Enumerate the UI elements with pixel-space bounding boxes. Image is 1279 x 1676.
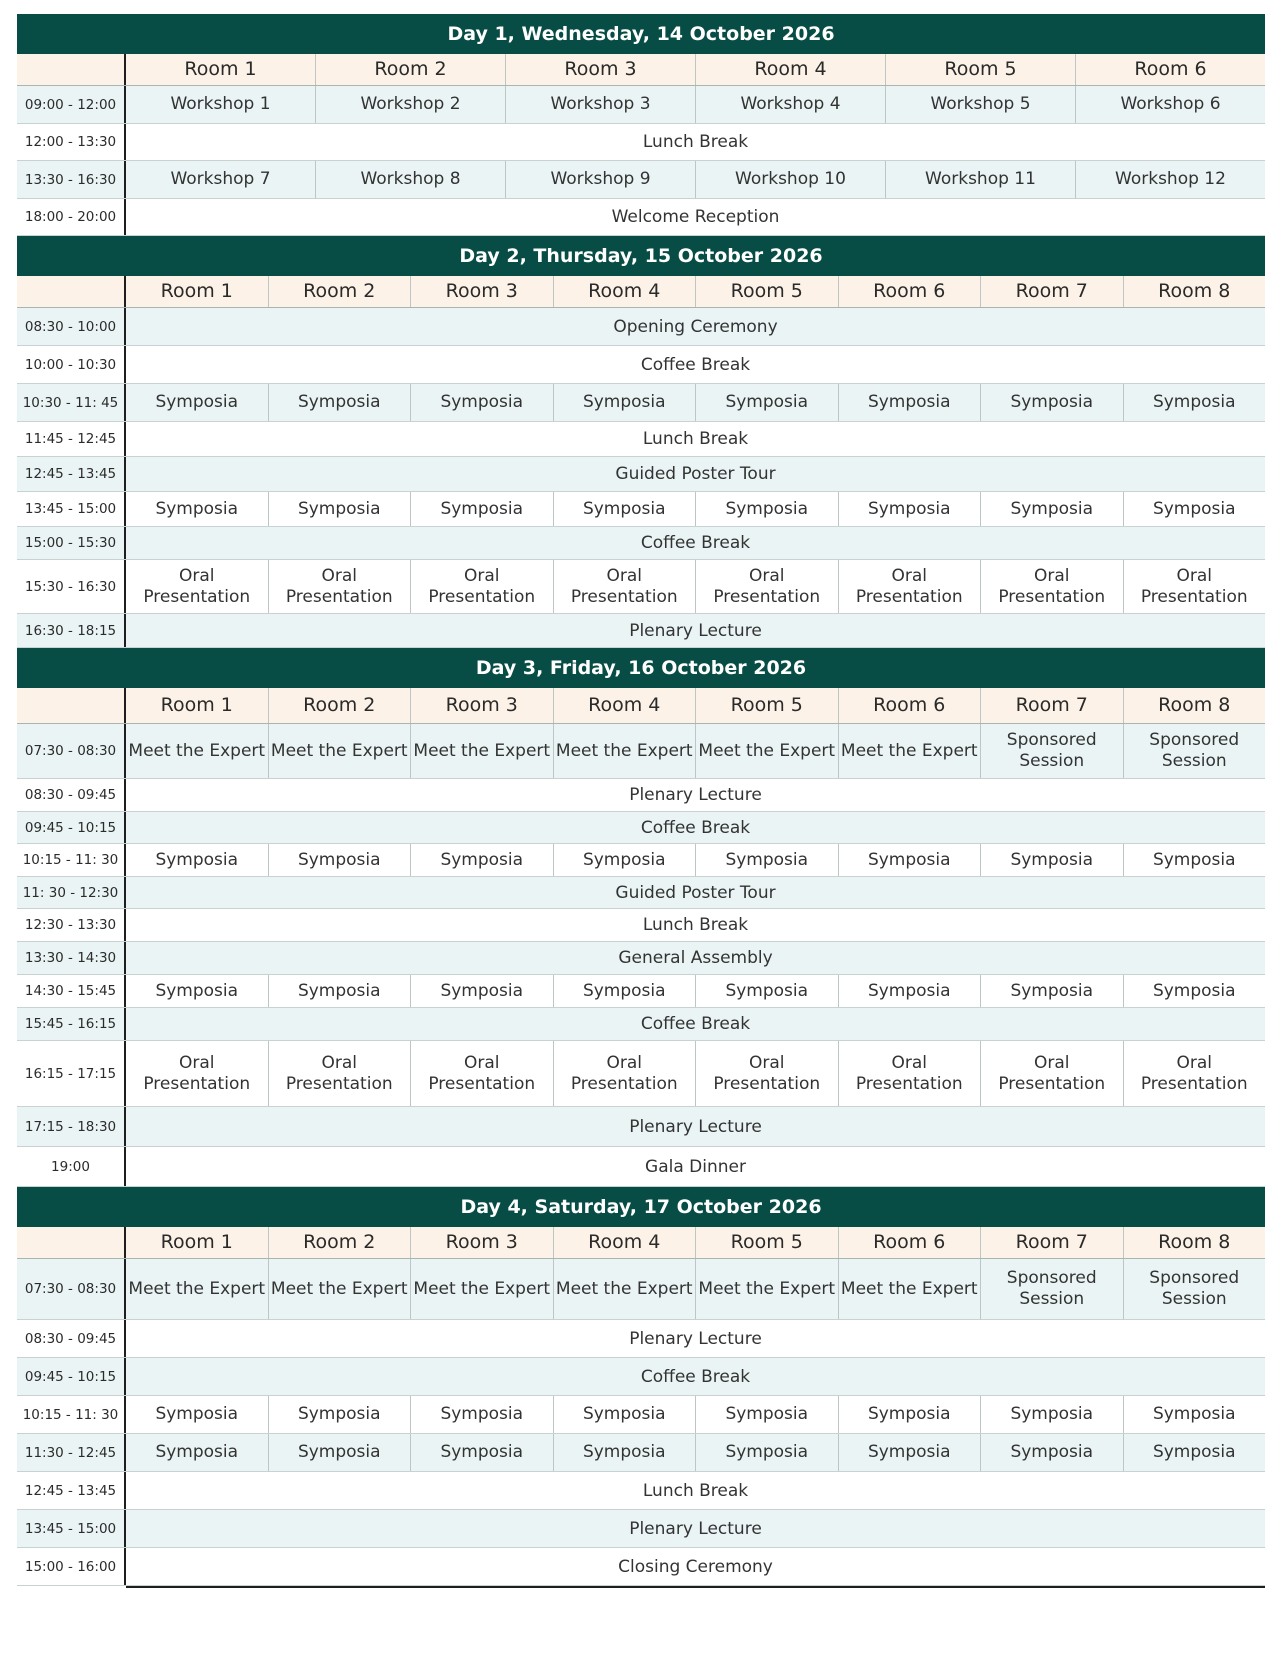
schedule-row xyxy=(17,844,1265,877)
session-cell: Symposia xyxy=(269,1434,412,1471)
plenary-event: Plenary Lecture xyxy=(629,1116,762,1137)
room-label: Room 1 xyxy=(126,1227,269,1258)
schedule-row xyxy=(17,308,1265,346)
time-slot: 09:45 - 10:15 xyxy=(17,1358,126,1395)
time-slot: 10:15 - 11: 30 xyxy=(17,844,126,876)
session-cell: Oral Presentation xyxy=(696,1041,839,1106)
schedule-row xyxy=(17,1396,1265,1434)
time-slot: 16:15 - 17:15 xyxy=(17,1041,126,1106)
session-cells xyxy=(126,844,1265,876)
session-cell: Symposia xyxy=(269,384,412,421)
session-cell: Symposia xyxy=(981,492,1124,526)
schedule-row xyxy=(17,199,1265,236)
session-cell: Oral Presentation xyxy=(126,560,269,613)
session-cell: Symposia xyxy=(554,1434,697,1471)
time-slot: 18:00 - 20:00 xyxy=(17,199,126,235)
session-cell: Oral Presentation xyxy=(269,560,412,613)
session-cell: Workshop 3 xyxy=(506,86,696,123)
schedule-row xyxy=(17,779,1265,812)
conference-schedule xyxy=(17,14,1265,1588)
session-cell: Symposia xyxy=(554,975,697,1007)
session-cell: Oral Presentation xyxy=(411,560,554,613)
room-label: Room 2 xyxy=(269,1227,412,1258)
schedule-row xyxy=(17,1008,1265,1041)
session-cells xyxy=(126,1396,1265,1433)
session-cell: Symposia xyxy=(839,1434,982,1471)
room-label: Room 4 xyxy=(696,54,886,85)
session-cell: Oral Presentation xyxy=(554,560,697,613)
room-label: Room 7 xyxy=(981,1227,1124,1258)
time-slot: 14:30 - 15:45 xyxy=(17,975,126,1007)
time-slot: 16:30 - 18:15 xyxy=(17,614,126,647)
schedule-row xyxy=(17,812,1265,844)
time-slot: 09:45 - 10:15 xyxy=(17,812,126,843)
room-header-row xyxy=(17,1227,1265,1259)
room-header-row xyxy=(17,54,1265,86)
schedule-row xyxy=(17,384,1265,422)
session-cell: Oral Presentation xyxy=(981,560,1124,613)
room-label: Room 5 xyxy=(886,54,1076,85)
plenary-event: Lunch Break xyxy=(642,429,749,449)
schedule-row xyxy=(17,1434,1265,1472)
schedule-row xyxy=(17,1147,1265,1187)
room-label: Room 8 xyxy=(1158,1231,1231,1253)
schedule-row xyxy=(17,422,1265,457)
session-cell: Meet the Expert xyxy=(554,724,697,778)
time-slot: 19:00 xyxy=(17,1147,126,1186)
time-slot: 15:00 - 15:30 xyxy=(17,527,126,559)
session-cell: Symposia xyxy=(1152,498,1236,519)
time-slot: 15:45 - 16:15 xyxy=(17,1008,126,1040)
day-section xyxy=(17,236,1265,648)
time-slot: 10:00 - 10:30 xyxy=(17,346,126,383)
plenary-event: Plenary Lecture xyxy=(629,1328,762,1349)
session-cell: Symposia xyxy=(269,492,412,526)
session-cell: Symposia xyxy=(1152,980,1236,1001)
room-label: Room 6 xyxy=(839,688,982,723)
room-label: Room 7 xyxy=(981,688,1124,723)
plenary-event: Plenary Lecture xyxy=(629,785,762,805)
schedule-row xyxy=(17,1548,1265,1586)
session-cells xyxy=(126,1434,1265,1471)
session-cell: Symposia xyxy=(411,1396,554,1433)
room-label: Room 5 xyxy=(696,1227,839,1258)
session-cell: Symposia xyxy=(554,492,697,526)
session-cell: Oral Presentation xyxy=(1140,1052,1248,1094)
session-cell: Oral Presentation xyxy=(269,1041,412,1106)
room-label: Room 1 xyxy=(126,54,316,85)
schedule-row xyxy=(17,346,1265,384)
time-slot: 15:30 - 16:30 xyxy=(17,560,126,613)
session-cell: Workshop 8 xyxy=(316,161,506,198)
session-cell: Workshop 6 xyxy=(1120,94,1221,114)
time-slot: 12:00 - 13:30 xyxy=(17,124,126,160)
session-cell: Symposia xyxy=(1152,849,1236,870)
session-cell: Oral Presentation xyxy=(981,1041,1124,1106)
session-cell: Meet the Expert xyxy=(839,724,982,778)
table-bottom-rule xyxy=(126,1586,1265,1588)
session-cell: Symposia xyxy=(126,384,269,421)
plenary-event: Coffee Break xyxy=(640,533,751,553)
session-cell: Meet the Expert xyxy=(126,724,269,778)
schedule-row xyxy=(17,457,1265,492)
schedule-row xyxy=(17,724,1265,779)
room-label: Room 2 xyxy=(316,54,506,85)
schedule-row xyxy=(17,86,1265,124)
plenary-event: Opening Ceremony xyxy=(613,316,778,337)
time-slot: 17:15 - 18:30 xyxy=(17,1107,126,1146)
session-cell: Symposia xyxy=(126,1434,269,1471)
session-cell: Symposia xyxy=(269,975,412,1007)
session-cell: Symposia xyxy=(981,1434,1124,1471)
room-label: Room 3 xyxy=(411,276,554,307)
schedule-row xyxy=(17,1510,1265,1548)
session-cell: Symposia xyxy=(981,975,1124,1007)
time-slot: 07:30 - 08:30 xyxy=(17,724,126,778)
plenary-event: General Assembly xyxy=(618,948,773,968)
schedule-row xyxy=(17,942,1265,975)
session-cell: Symposia xyxy=(126,492,269,526)
day-section xyxy=(17,648,1265,1187)
time-slot: 10:15 - 11: 30 xyxy=(17,1396,126,1433)
session-cell: Oral Presentation xyxy=(1140,565,1248,607)
session-cell: Workshop 7 xyxy=(126,161,316,198)
plenary-event: Plenary Lecture xyxy=(629,1518,762,1539)
session-cell: Workshop 5 xyxy=(886,86,1076,123)
room-label: Room 3 xyxy=(411,688,554,723)
time-slot: 13:45 - 15:00 xyxy=(17,492,126,526)
time-cell-empty xyxy=(17,1227,126,1258)
day-header: Day 4, Saturday, 17 October 2026 xyxy=(17,1187,1265,1227)
room-label: Room 5 xyxy=(696,688,839,723)
session-cell: Symposia xyxy=(981,1396,1124,1433)
schedule-row xyxy=(17,1041,1265,1107)
session-cell: Workshop 1 xyxy=(126,86,316,123)
session-cell: Symposia xyxy=(554,844,697,876)
room-label: Room 3 xyxy=(506,54,696,85)
session-cell: Symposia xyxy=(126,1396,269,1433)
schedule-row xyxy=(17,1259,1265,1320)
room-label: Room 4 xyxy=(554,1227,697,1258)
schedule-row xyxy=(17,614,1265,648)
session-cell: Symposia xyxy=(126,844,269,876)
day-header: Day 1, Wednesday, 14 October 2026 xyxy=(17,14,1265,54)
schedule-row xyxy=(17,909,1265,942)
session-cell: Symposia xyxy=(411,384,554,421)
session-cell: Oral Presentation xyxy=(126,1041,269,1106)
session-cell: Symposia xyxy=(1152,1442,1236,1462)
schedule-row xyxy=(17,877,1265,909)
plenary-event: Coffee Break xyxy=(640,817,751,838)
session-cells xyxy=(126,724,1265,778)
schedule-row xyxy=(17,161,1265,199)
session-cell: Meet the Expert xyxy=(411,724,554,778)
day-section xyxy=(17,1187,1265,1586)
time-slot: 11:30 - 12:45 xyxy=(17,1434,126,1471)
session-cell: Symposia xyxy=(696,975,839,1007)
session-cells xyxy=(126,86,1265,123)
session-cell: Symposia xyxy=(269,1396,412,1433)
plenary-event: Lunch Break xyxy=(642,1480,749,1501)
session-cell: Symposia xyxy=(126,975,269,1007)
plenary-event: Closing Ceremony xyxy=(618,1556,773,1577)
schedule-row xyxy=(17,527,1265,560)
time-slot: 12:30 - 13:30 xyxy=(17,909,126,941)
plenary-event: Lunch Break xyxy=(642,915,749,935)
plenary-event: Plenary Lecture xyxy=(629,620,762,641)
session-cell: Meet the Expert xyxy=(411,1259,554,1319)
session-cells xyxy=(126,492,1265,526)
time-slot: 08:30 - 09:45 xyxy=(17,779,126,811)
session-cell: Meet the Expert xyxy=(269,1259,412,1319)
schedule-row xyxy=(17,1320,1265,1358)
session-cell: Symposia xyxy=(554,384,697,421)
session-cell: Meet the Expert xyxy=(696,724,839,778)
schedule-row xyxy=(17,1472,1265,1510)
session-cell: Workshop 12 xyxy=(1115,169,1226,189)
session-cell: Symposia xyxy=(696,1396,839,1433)
plenary-event: Coffee Break xyxy=(640,354,751,375)
session-cell: Meet the Expert xyxy=(696,1259,839,1319)
plenary-event: Coffee Break xyxy=(640,1366,751,1387)
session-cell: Workshop 10 xyxy=(696,161,886,198)
session-cells xyxy=(126,1259,1265,1319)
room-label: Room 1 xyxy=(126,276,269,307)
session-cell: Symposia xyxy=(411,844,554,876)
time-slot: 12:45 - 13:45 xyxy=(17,1472,126,1509)
room-label: Room 6 xyxy=(839,276,982,307)
room-label: Room 3 xyxy=(411,1227,554,1258)
room-label: Room 2 xyxy=(269,276,412,307)
room-cells xyxy=(126,1227,1265,1258)
session-cell: Sponsored Session xyxy=(981,1259,1124,1319)
time-slot: 13:30 - 16:30 xyxy=(17,161,126,198)
session-cell: Meet the Expert xyxy=(839,1259,982,1319)
time-slot: 13:30 - 14:30 xyxy=(17,942,126,974)
session-cell: Meet the Expert xyxy=(126,1259,269,1319)
room-header-row xyxy=(17,276,1265,308)
room-label: Room 1 xyxy=(126,688,269,723)
session-cell: Workshop 11 xyxy=(886,161,1076,198)
time-slot: 12:45 - 13:45 xyxy=(17,457,126,491)
session-cell: Symposia xyxy=(269,844,412,876)
room-cells xyxy=(126,276,1265,307)
session-cells xyxy=(126,560,1265,613)
session-cell: Oral Presentation xyxy=(411,1041,554,1106)
schedule-row xyxy=(17,1358,1265,1396)
session-cell: Workshop 4 xyxy=(696,86,886,123)
plenary-event: Guided Poster Tour xyxy=(615,882,776,903)
room-label: Room 8 xyxy=(1158,280,1231,302)
session-cell: Symposia xyxy=(411,975,554,1007)
room-label: Room 8 xyxy=(1158,694,1231,716)
session-cell: Oral Presentation xyxy=(696,560,839,613)
session-cells xyxy=(126,161,1265,198)
plenary-event: Lunch Break xyxy=(642,132,749,152)
time-slot: 07:30 - 08:30 xyxy=(17,1259,126,1319)
plenary-event: Gala Dinner xyxy=(645,1156,746,1177)
session-cell: Symposia xyxy=(839,844,982,876)
room-label: Room 4 xyxy=(554,688,697,723)
schedule-row xyxy=(17,975,1265,1008)
time-slot: 11:45 - 12:45 xyxy=(17,422,126,456)
day-section xyxy=(17,14,1265,236)
session-cell: Meet the Expert xyxy=(269,724,412,778)
session-cell: Symposia xyxy=(554,1396,697,1433)
session-cell: Symposia xyxy=(696,844,839,876)
time-slot: 08:30 - 10:00 xyxy=(17,308,126,345)
room-label: Room 6 xyxy=(839,1227,982,1258)
session-cell: Oral Presentation xyxy=(839,1041,982,1106)
time-slot: 11: 30 - 12:30 xyxy=(17,877,126,908)
session-cell: Symposia xyxy=(1152,392,1236,412)
room-cells xyxy=(126,688,1265,723)
schedule-row xyxy=(17,492,1265,527)
time-slot: 09:00 - 12:00 xyxy=(17,86,126,123)
plenary-event: Welcome Reception xyxy=(611,207,780,227)
session-cell: Symposia xyxy=(411,1434,554,1471)
room-header-row xyxy=(17,688,1265,724)
session-cell: Symposia xyxy=(981,844,1124,876)
schedule-row xyxy=(17,560,1265,614)
room-label: Room 2 xyxy=(269,688,412,723)
time-cell-empty xyxy=(17,688,126,723)
time-slot: 15:00 - 16:00 xyxy=(17,1548,126,1585)
session-cell: Sponsored Session xyxy=(981,724,1124,778)
session-cell: Symposia xyxy=(981,384,1124,421)
session-cell: Symposia xyxy=(839,975,982,1007)
session-cell: Sponsored Session xyxy=(1149,730,1240,771)
session-cells xyxy=(126,1041,1265,1106)
schedule-row xyxy=(17,124,1265,161)
session-cell: Symposia xyxy=(839,492,982,526)
session-cell: Symposia xyxy=(839,1396,982,1433)
plenary-event: Guided Poster Tour xyxy=(615,464,776,484)
session-cell: Oral Presentation xyxy=(839,560,982,613)
session-cell: Symposia xyxy=(839,384,982,421)
session-cell: Symposia xyxy=(696,384,839,421)
time-cell-empty xyxy=(17,276,126,307)
session-cells xyxy=(126,975,1265,1007)
time-cell-empty xyxy=(17,54,126,85)
session-cell: Symposia xyxy=(1152,1404,1236,1424)
session-cell: Symposia xyxy=(411,492,554,526)
plenary-event: Coffee Break xyxy=(640,1014,751,1034)
time-slot: 13:45 - 15:00 xyxy=(17,1510,126,1547)
room-label: Room 5 xyxy=(696,276,839,307)
day-header: Day 2, Thursday, 15 October 2026 xyxy=(17,236,1265,276)
room-label: Room 6 xyxy=(1134,58,1207,80)
session-cells xyxy=(126,384,1265,421)
time-slot: 08:30 - 09:45 xyxy=(17,1320,126,1357)
day-header: Day 3, Friday, 16 October 2026 xyxy=(17,648,1265,688)
session-cell: Workshop 9 xyxy=(506,161,696,198)
room-label: Room 4 xyxy=(554,276,697,307)
room-label: Room 7 xyxy=(981,276,1124,307)
schedule-row xyxy=(17,1107,1265,1147)
session-cell: Workshop 2 xyxy=(316,86,506,123)
session-cell: Symposia xyxy=(696,492,839,526)
time-slot: 10:30 - 11: 45 xyxy=(17,384,126,421)
session-cell: Oral Presentation xyxy=(554,1041,697,1106)
session-cell: Sponsored Session xyxy=(1149,1268,1240,1309)
room-cells xyxy=(126,54,1265,85)
session-cell: Symposia xyxy=(696,1434,839,1471)
session-cell: Meet the Expert xyxy=(554,1259,697,1319)
